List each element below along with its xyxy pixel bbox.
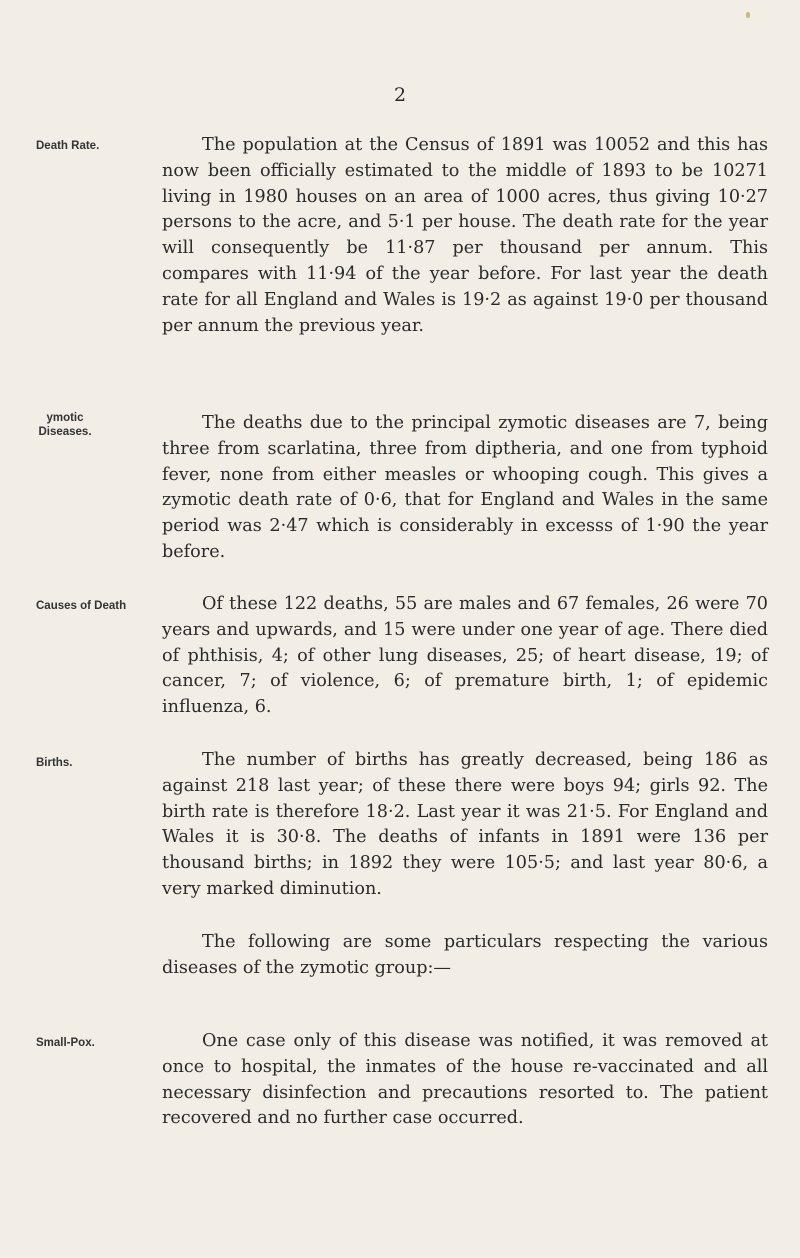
paragraph-zymotic-intro: The following are some particulars respecting the various diseases of the zymotic group:— — [162, 932, 768, 978]
paragraph-causes-of-death: Of these 122 deaths, 55 are males and 67 females, 26 were 70 years and upwards, and 15 were under one year of age. There died of phthisis, 4; of other lung diseases, 25; of heart disease, 19; of cancer, 7; of violence, 6; of premature birth, 1; of epidemic influenza, 6. — [162, 594, 768, 718]
paragraph-death-rate: The population at the Census of 1891 was 10052 and this has now been officially estimated to the middle of 1893 to be 10271 living in 1980 houses on an area of 1000 acres, thus giving 10·27 persons to the acre, and 5·1 per house. The death rate for the year will consequently be 11·87 per thousand per annum. This compares with 11·94 of the year before. For last year the death rate for all England and Wales is 19·2 as against 19·0 per thousand per annum the previous year. — [162, 135, 768, 336]
page-number: 2 — [393, 84, 407, 106]
paragraph-zymotic-diseases: The deaths due to the principal zymotic diseases are 7, being three from scarlatina, three from diptheria, and one from typhoid fever, none from either measles or whooping cough. This gives a zymotic death rate of 0·6, that for England and Wales in the same period was 2·47 which is considerably in excesss of 1·90 the year before. — [162, 413, 768, 562]
margin-note-small-pox: Small-Pox. — [36, 1037, 95, 1049]
paragraph-births: The number of births has greatly decreased, being 186 as against 218 last year; of these there were boys 94; girls 92. The birth rate is therefore 18·2. Last year it was 21·5. For England and Wales it is 30·8. The deaths of infants in 1891 were 136 per thousand births; in 1892 they were 105·5; and last year 80·6, a very marked diminution. — [162, 750, 768, 899]
paragraph-small-pox: One case only of this disease was notified, it was removed at once to hospital, the inmates of the house re-vaccinated and all necessary disinfection and precautions resorted to. The patient recovered and no further case occurred. — [162, 1031, 768, 1129]
margin-note-births: Births. — [36, 757, 73, 769]
ink-speck — [746, 12, 750, 18]
margin-note-causes-of-death: Causes of Death — [36, 600, 127, 612]
margin-note-zymotic-diseases: ymotic Diseases. — [38, 412, 92, 438]
margin-note-death-rate: Death Rate. — [36, 140, 100, 152]
